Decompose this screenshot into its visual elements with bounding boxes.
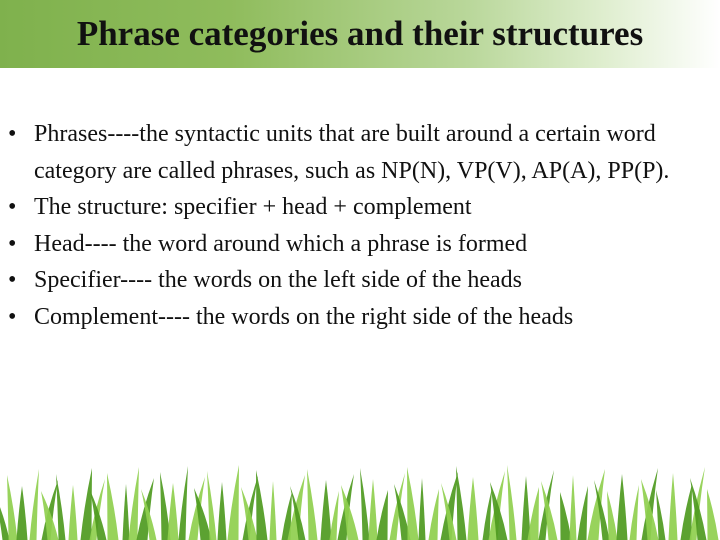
grass-blade — [656, 490, 666, 540]
grass-blades — [0, 465, 719, 540]
grass-blade — [419, 478, 426, 540]
grass-blade — [30, 469, 40, 540]
grass-blade — [578, 486, 589, 540]
bullet-icon: • — [8, 303, 17, 330]
grass-blade — [7, 475, 18, 540]
bullet-text: Head---- the word around which a phrase is formed — [34, 230, 528, 257]
grass-blade — [570, 475, 577, 540]
grass-blade — [256, 470, 268, 540]
grass-blade — [241, 487, 258, 540]
bullet-text: Phrases----the syntactic units that are built around a certain word category are called phrases, such as NP(N), VP(V), AP(A), PP(P). — [34, 121, 670, 184]
bullet-icon: • — [8, 267, 17, 293]
grass-blade — [630, 485, 640, 540]
grass-blade — [607, 491, 618, 540]
bullet-text: The structure: specifier + head + complement — [34, 194, 472, 220]
grass-blade — [330, 491, 340, 540]
grass-blade — [468, 477, 479, 540]
grass-blade — [429, 489, 440, 540]
bullet-text: Specifier---- the words on the left side of the heads — [34, 267, 523, 293]
slide-title: Phrase categories and their structures — [76, 14, 644, 53]
grass-blade — [360, 468, 370, 540]
grass-blade — [56, 474, 66, 540]
bullet-text: Complement---- the words on the right side of the heads — [34, 303, 574, 330]
grass-blade — [681, 484, 693, 540]
grass-blade — [228, 465, 240, 540]
grass-blade — [321, 480, 332, 540]
grass-blade — [179, 466, 189, 540]
grass-blade — [218, 482, 227, 540]
bullet-icon: • — [8, 121, 17, 147]
grass-blade — [270, 481, 277, 540]
grass-blade — [81, 468, 93, 540]
grass-blade — [369, 479, 378, 540]
grass-blade — [507, 465, 517, 540]
grass-blade — [707, 489, 719, 540]
grass-blade — [617, 474, 628, 540]
grass-blade — [456, 466, 467, 540]
grass-blade — [407, 467, 419, 540]
grass-decoration — [0, 458, 720, 540]
bullet-item-4 — [8, 262, 712, 299]
grass-blade — [377, 490, 389, 540]
grass-blade — [129, 467, 140, 540]
bullet-item-2 — [8, 189, 712, 226]
grass-blade — [307, 469, 318, 540]
bullet-icon: • — [8, 230, 17, 257]
grass-blade — [107, 473, 119, 540]
grass-blade — [168, 483, 179, 540]
bullet-item-3 — [8, 226, 712, 263]
grass-blade — [17, 486, 28, 540]
bullet-list — [8, 116, 712, 335]
grass-blade — [528, 487, 540, 540]
bullet-item-5 — [8, 299, 712, 336]
bullet-item-1 — [8, 116, 712, 189]
grass-blade — [69, 485, 78, 540]
grass-blade — [669, 473, 678, 540]
bullet-icon: • — [8, 194, 17, 220]
grass-blade — [123, 484, 130, 540]
